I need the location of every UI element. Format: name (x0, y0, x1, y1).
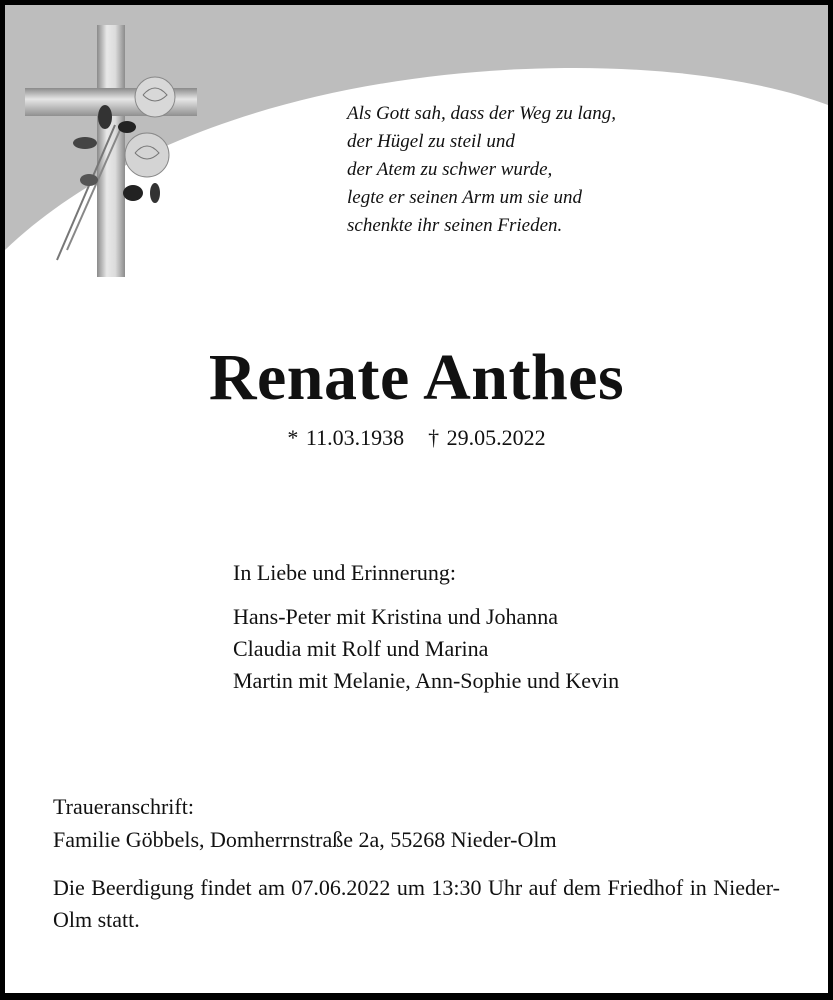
mourners-intro: In Liebe und Erinnerung: (233, 560, 456, 585)
mourner-line: Hans-Peter mit Kristina und Johanna (233, 604, 559, 629)
deceased-name: Renate Anthes (208, 341, 625, 414)
poem-line: der Atem zu schwer wurde, (347, 159, 553, 180)
mourner-line: Martin mit Melanie, Ann-Sophie und Kevin (233, 668, 620, 693)
death-date: † 29.05.2022 (428, 425, 546, 450)
poem-line: schenkte ihr seinen Frieden. (347, 215, 563, 236)
poem (347, 100, 616, 240)
poem-line: der Hügel zu steil und (347, 131, 515, 152)
address-value: Familie Göbbels, Domherrnstraße 2a, 55268 Nieder-Olm (53, 827, 557, 852)
birth-date: * 11.03.1938 (287, 425, 405, 450)
poem-line: Als Gott sah, dass der Weg zu lang, (347, 103, 617, 124)
funeral-notice: Die Beerdigung findet am 07.06.2022 um 13:30 Uhr auf dem Friedhof in Nieder-Olm statt. (53, 875, 780, 932)
mourning-address (53, 790, 557, 856)
address-label: Traueranschrift: (53, 794, 194, 819)
life-dates (0, 425, 833, 451)
mourner-line: Claudia mit Rolf und Marina (233, 636, 489, 661)
mourners (233, 557, 619, 697)
poem-line: legte er seinen Arm um sie und (347, 187, 582, 208)
